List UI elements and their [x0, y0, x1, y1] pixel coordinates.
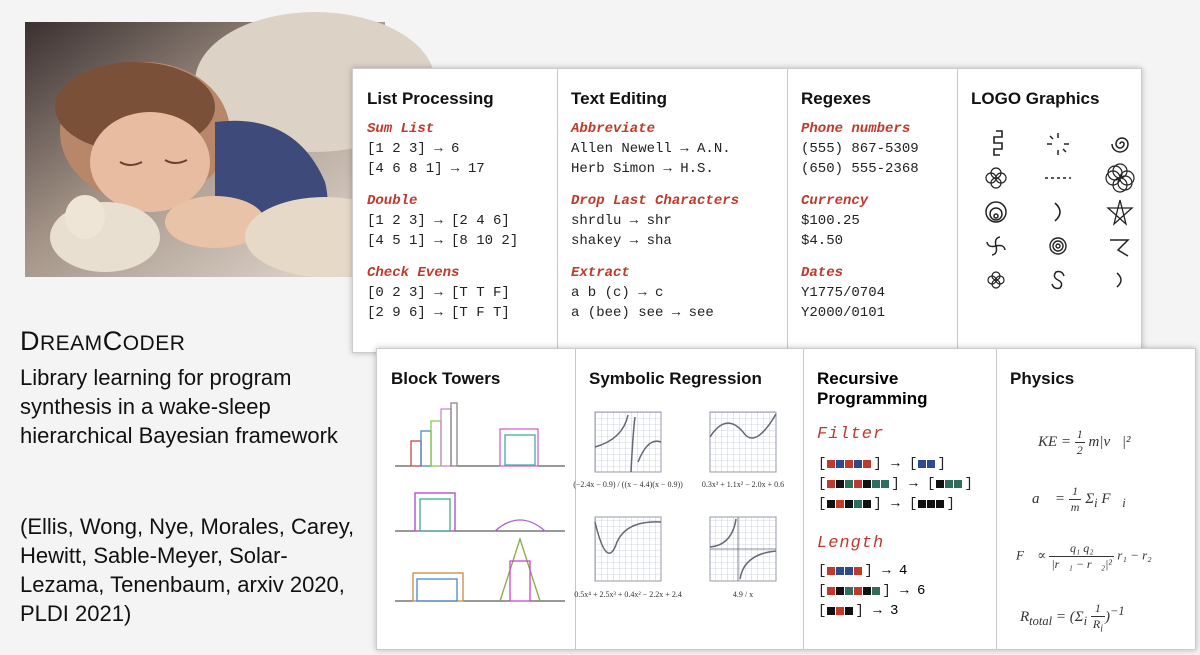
- kinetic-energy-equation: KE = $\frac{1}{2}$ m|v⃗|²: [1038, 427, 1131, 457]
- example-row: a b (c) → c: [571, 285, 664, 301]
- domains-panel-top: [352, 68, 1142, 353]
- example-row: shakey → sha: [571, 233, 672, 249]
- group-label: Extract: [571, 265, 630, 281]
- acceleration-equation: a⃗ = $\frac{1}{m}$ $\Sigma_i$ $F⃗_i$: [1032, 484, 1126, 514]
- example-row: [4 6 8 1] → 17: [367, 161, 485, 177]
- dashed-line-drawing: [1027, 161, 1089, 195]
- list-processing-examples: [367, 119, 518, 323]
- resistance-equation: $R_{total} = (\Sigma_i$ $\frac{1}{R_i}$ )$^{-1}$: [1020, 601, 1125, 635]
- symbolic-regression-heading: Symbolic Regression: [589, 369, 762, 388]
- coil-drawing: [1027, 229, 1089, 263]
- rosette-drawing: [1089, 161, 1151, 195]
- list-example-row: [ ] → 3: [818, 603, 899, 619]
- group-label: Dates: [801, 265, 844, 281]
- example-row: Herb Simon → H.S.: [571, 161, 714, 177]
- example-row: shrdlu → shr: [571, 213, 672, 229]
- flower-drawing: [965, 161, 1027, 195]
- domains-panel-bottom: [376, 348, 1196, 650]
- zigzag-drawing: [965, 127, 1027, 161]
- force-equation: F⃗ ∝ $\frac{\text{q₁ q₂}}{\text{|r⃗₁ − r⃗₂|²}}$ r₁ − r₂: [1016, 541, 1152, 571]
- paper-subtitle: Library learning for program synthesis in a wake-sleep hierarchical Bayesian framework: [20, 365, 338, 448]
- paper-authors: (Ellis, Wong, Nye, Morales, Carey, Hewitt, Sable-Meyer, Solar-Lezama, Tenenbaum, arxiv 2020, PLDI 2021): [20, 514, 355, 626]
- star-drawing: [1089, 195, 1151, 229]
- example-row: [0 2 3] → [T T F]: [367, 285, 510, 301]
- example-row: $100.25: [801, 213, 860, 229]
- example-row: [4 5 1] → [8 10 2]: [367, 233, 519, 249]
- spiral-drawing: [1089, 127, 1151, 161]
- regexes-heading: Regexes: [801, 89, 871, 108]
- example-row: $4.50: [801, 233, 844, 249]
- plot-caption: (−2.4x − 0.9) / ((x − 4.4)(x − 0.9)): [573, 480, 683, 489]
- list-example-row: [ ] → 6: [818, 583, 926, 599]
- plot-caption: 0.3x³ + 1.1x² − 2.0x + 0.6: [701, 480, 785, 489]
- text-editing-examples: [571, 119, 739, 323]
- example-row: Allen Newell → A.N.: [571, 141, 731, 157]
- symbolic-regression-column: [575, 349, 804, 649]
- concentric-drawing: [965, 195, 1027, 229]
- logo-graphics-column: [957, 69, 1141, 352]
- group-label: Currency: [801, 193, 869, 209]
- list-example-row: [ ] → 4: [818, 563, 908, 579]
- filter-examples: [817, 425, 974, 621]
- paper-title: DREAMCODER: [20, 326, 186, 356]
- swirl-drawing: [1027, 263, 1089, 297]
- example-row: a (bee) see → see: [571, 305, 714, 321]
- block-towers-column: [377, 349, 576, 649]
- recursive-programming-column: [803, 349, 997, 649]
- physics-heading: Physics: [1010, 369, 1075, 388]
- group-label: Phone numbers: [801, 121, 911, 137]
- recursive-programming-heading: Recursive Programming: [817, 369, 928, 408]
- block-towers-illustration: [395, 401, 570, 606]
- small-crescent-drawing: [1089, 263, 1151, 297]
- example-row: [1 2 3] → [2 4 6]: [367, 213, 510, 229]
- paper-title-block: [20, 325, 350, 450]
- example-row: (555) 867-5309: [801, 141, 919, 157]
- logo-graphics-heading: LOGO Graphics: [971, 89, 1100, 108]
- regexes-column: [787, 69, 958, 352]
- sleeping-child-photo: [25, 22, 385, 277]
- plot-caption: 0.5x⁴ + 2.5x³ + 0.4x² − 2.2x + 2.4: [574, 590, 682, 599]
- plot-caption: 4.9 / x: [732, 590, 754, 599]
- group-label: Double: [367, 193, 418, 209]
- example-row: (650) 555-2368: [801, 161, 919, 177]
- group-label: Sum List: [367, 121, 435, 137]
- physics-column: [996, 349, 1195, 649]
- example-row: Y2000/0101: [801, 305, 886, 321]
- group-label: Drop Last Characters: [571, 193, 740, 209]
- example-row: [2 9 6] → [T F T]: [367, 305, 510, 321]
- hook-drawing: [1089, 229, 1151, 263]
- example-row: Y1775/0704: [801, 285, 886, 301]
- regexes-examples: [801, 119, 919, 323]
- text-editing-column: [557, 69, 788, 352]
- logo-graphics-grid: [965, 127, 1151, 297]
- text-editing-heading: Text Editing: [571, 89, 668, 108]
- crescent-drawing: [1027, 195, 1089, 229]
- symbolic-regression-plots: [573, 407, 790, 637]
- block-towers-heading: Block Towers: [391, 369, 501, 388]
- length-label: Length: [817, 534, 885, 553]
- list-processing-column: [353, 69, 558, 352]
- pinwheel-drawing: [965, 229, 1027, 263]
- small-flower-drawing: [965, 263, 1027, 297]
- group-label: Check Evens: [367, 265, 460, 281]
- filter-label: Filter: [817, 425, 885, 444]
- group-label: Abbreviate: [571, 121, 656, 137]
- dashes-drawing: [1027, 127, 1089, 161]
- list-example-row: [ ] → [ ]: [818, 456, 946, 472]
- list-example-row: [ ] → [ ]: [818, 476, 973, 492]
- list-processing-heading: List Processing: [367, 89, 494, 108]
- list-example-row: [ ] → [ ]: [818, 496, 955, 512]
- example-row: [1 2 3] → 6: [367, 141, 460, 157]
